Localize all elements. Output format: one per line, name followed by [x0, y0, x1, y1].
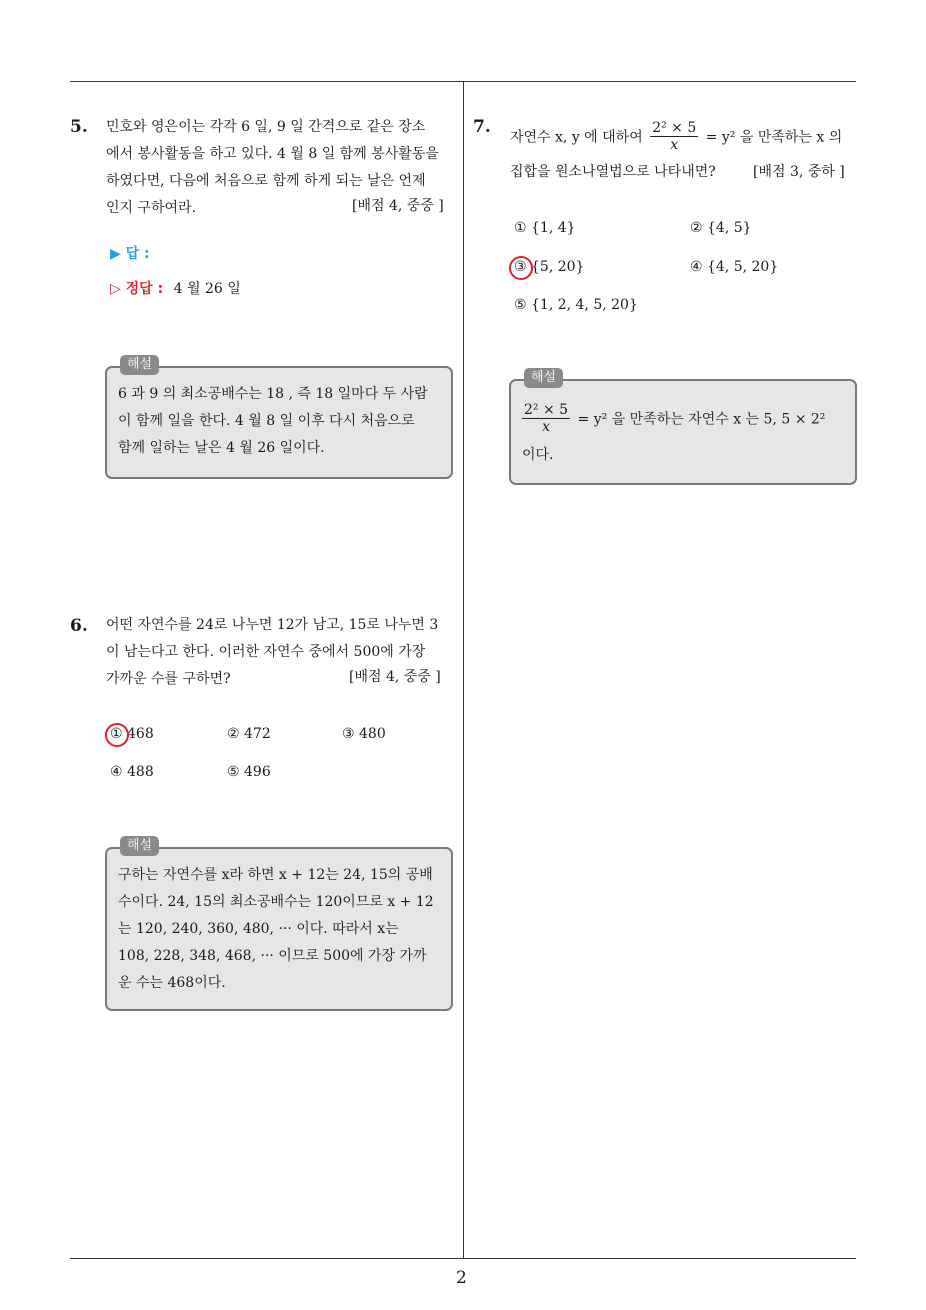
q5-correct-value: 4 월 26 일	[173, 281, 241, 297]
q6-line-1: 어떤 자연수를 24로 나누면 12가 남고, 15로 나누면 3	[106, 617, 439, 633]
q5-number: 5.	[70, 117, 88, 137]
q5-exp-line-3: 함께 일하는 날은 4 월 26 일이다.	[118, 440, 325, 456]
column-divider	[463, 81, 464, 1259]
q7-explanation-tag: 해설	[524, 368, 563, 388]
q7-exp-fraction	[522, 402, 570, 435]
q5-exp-line-1: 6 과 9 의 최소공배수는 18 , 즉 18 일마다 두 사람	[118, 386, 428, 402]
q6-score: [배점 4, 중중 ]	[349, 669, 441, 685]
q7-exp-frac-denominator: x	[542, 419, 550, 435]
q5-line-1: 민호와 영은이는 각각 6 일, 9 일 간격으로 같은 장소	[106, 119, 426, 135]
q7-explanation-line-2: 이다.	[522, 447, 554, 463]
page-number: 2	[456, 1268, 467, 1288]
q7-fraction	[650, 120, 698, 153]
q7-score: [배점 3, 중하 ]	[753, 164, 845, 180]
q7-line-1	[510, 120, 842, 153]
q5-line-3: 하였다면, 다음에 처음으로 함께 하게 되는 날은 언제	[106, 173, 426, 189]
q7-option-1[interactable]: ① {1, 4}	[514, 220, 576, 236]
q5-correct-label: ▷ 정답 :	[110, 281, 164, 297]
q5-exp-line-2: 이 함께 일을 한다. 4 월 8 일 이후 다시 처음으로	[118, 413, 415, 429]
q7-frac-numerator: 2² × 5	[652, 120, 697, 136]
q6-option-5[interactable]: ⑤ 496	[227, 764, 271, 780]
q6-exp-line-5: 운 수는 468이다.	[118, 975, 226, 991]
q5-line-4: 인지 구하여라.	[106, 200, 197, 216]
q7-option-4[interactable]: ④ {4, 5, 20}	[690, 259, 779, 275]
q6-answer-mark	[105, 723, 129, 747]
q7-option-2[interactable]: ② {4, 5}	[690, 220, 752, 236]
q6-explanation-tag: 해설	[120, 836, 159, 856]
q6-line-3: 가까운 수를 구하면?	[106, 671, 231, 687]
q6-exp-line-2: 수이다. 24, 15의 최소공배수는 120이므로 x + 12	[118, 894, 434, 910]
q6-option-3[interactable]: ③ 480	[342, 726, 386, 742]
q7-line1-pre: 자연수 x, y 에 대하여	[510, 129, 643, 146]
q6-exp-line-4: 108, 228, 348, 468, ··· 이므로 500에 가장 가까	[118, 948, 427, 964]
q6-option-1[interactable]: ① 468	[110, 726, 154, 742]
q6-exp-line-1: 구하는 자연수를 x라 하면 x + 12는 24, 15의 공배	[118, 867, 433, 883]
bottom-rule	[70, 1258, 856, 1259]
q7-line-2: 집합을 원소나열법으로 나타내면?	[510, 164, 716, 180]
q7-option-3[interactable]: ③ {5, 20}	[514, 259, 585, 275]
q6-option-2[interactable]: ② 472	[227, 726, 271, 742]
q7-line1-post: = y² 을 만족하는 x 의	[705, 129, 843, 146]
q5-explanation-tag: 해설	[120, 355, 159, 375]
q5-explanation-text	[118, 381, 428, 462]
q7-answer-mark	[509, 256, 533, 280]
q6-explanation-text	[118, 862, 434, 997]
q5-score: [배점 4, 중중 ]	[352, 198, 444, 214]
q5-answer-label: ▶ 답 :	[110, 246, 150, 262]
q7-option-5[interactable]: ⑤ {1, 2, 4, 5, 20}	[514, 297, 638, 313]
q5-correct-answer	[110, 278, 241, 298]
q6-exp-line-3: 는 120, 240, 360, 480, ··· 이다. 따라서 x는	[118, 921, 399, 937]
q7-exp-frac-numerator: 2² × 5	[524, 402, 569, 418]
q7-exp-post: = y² 을 만족하는 자연수 x 는 5, 5 × 2²	[577, 411, 826, 428]
q6-number: 6.	[70, 616, 88, 636]
q7-explanation-line-1	[522, 402, 825, 435]
q6-line-2: 이 남는다고 한다. 이러한 자연수 중에서 500에 가장	[106, 644, 426, 660]
q7-number: 7.	[473, 117, 491, 137]
q7-frac-denominator: x	[670, 137, 679, 153]
q5-line-2: 에서 봉사활동을 하고 있다. 4 월 8 일 함께 봉사활동을	[106, 146, 439, 162]
q6-option-4[interactable]: ④ 488	[110, 764, 154, 780]
